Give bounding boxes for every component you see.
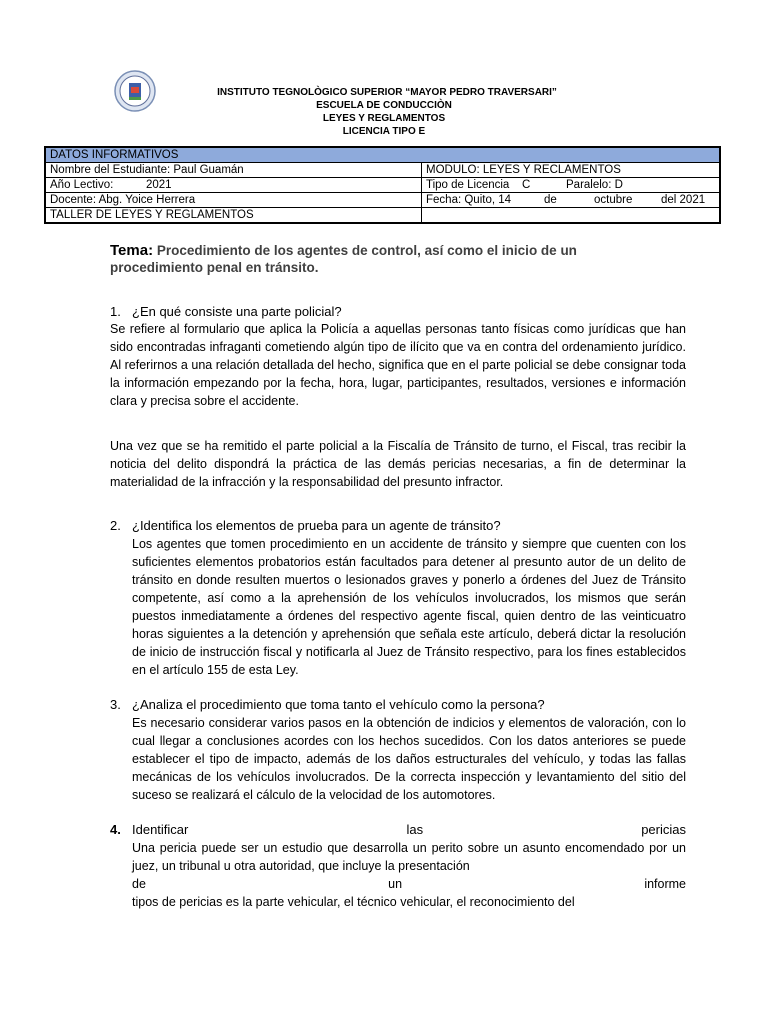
document-header bbox=[0, 86, 768, 138]
license-cell bbox=[422, 178, 721, 193]
question-4-number: 4. bbox=[110, 822, 121, 837]
tema-text: Procedimiento de los agentes de control, así como el inicio de un procedimiento penal en tránsito. bbox=[110, 243, 577, 275]
year-cell bbox=[45, 178, 422, 193]
question-4-word-2: las bbox=[406, 822, 424, 837]
answer-1-paragraph-1: Se refiere al formulario que aplica la Policía a aquellas personas tanto físicas como jurídicas que han sido encontradas infraganti cometiendo algún tipo de ilícito que va en contra del ordenamiento jurídico. Al referirnos a una relación detallada del hecho, significa que en el parte policial se debe consignar toda la información empezando por la fecha, hora, lugar, participantes, resultados, versiones e información clara y precisa sobre el accidente. bbox=[110, 322, 686, 408]
module-cell: MODULO: LEYES Y RECLAMENTOS bbox=[422, 163, 721, 178]
paralelo-value: Paralelo: D bbox=[566, 179, 623, 191]
license-value: C bbox=[522, 179, 531, 191]
question-1-text: ¿En qué consiste una parte policial? bbox=[132, 304, 342, 319]
question-4-word-1: Identificar bbox=[132, 822, 189, 837]
date-label: Fecha: Quito, 14 bbox=[426, 194, 512, 206]
license-label: Tipo de Licencia bbox=[426, 179, 510, 191]
teacher-cell: Docente: Abg. Yoice Herrera bbox=[45, 193, 422, 208]
date-de: de bbox=[544, 194, 557, 206]
answer-4-spread-line bbox=[132, 875, 686, 893]
license-type: LICENCIA TIPO E bbox=[342, 126, 426, 137]
year-label: Año Lectivo: bbox=[50, 179, 114, 191]
info-table-title: DATOS INFORMATIVOS bbox=[45, 147, 720, 163]
question-4-word-3: pericias bbox=[641, 822, 686, 837]
question-1-number: 1. bbox=[110, 304, 121, 319]
answer-4-line-1: Una pericia puede ser un estudio que desarrolla un perito sobre un asunto encomendado por un juez, un tribunal u otra autoridad, que incluye la presentación bbox=[132, 841, 686, 873]
year-value: 2021 bbox=[146, 179, 172, 191]
institute-name: INSTITUTO TEGNOLÒGICO SUPERIOR “MAYOR PEDRO TRAVERSARI” bbox=[217, 87, 557, 98]
answer-4-word-un: un bbox=[388, 877, 403, 891]
date-month: octubre bbox=[594, 194, 633, 206]
answer-3: Es necesario considerar varios pasos en la obtención de indicios y elementos de valoración, con lo cual llegar a conclusiones acordes con los hechos sucedidos. Con los datos anteriores se puede establecer el tipo de impacto, además de los daños estructurales del vehículo, y todas las fallas mecánicas de los vehículos involucrados. De la correcta inspección y levantamiento del sitio del suceso se realizará el cálculo de la velocidad de los automotores. bbox=[132, 716, 686, 802]
student-cell: Nombre del Estudiante: Paul Guamán bbox=[45, 163, 422, 178]
answer-4-word-de: de bbox=[132, 877, 146, 891]
info-table bbox=[44, 146, 721, 224]
question-3-number: 3. bbox=[110, 697, 121, 712]
empty-cell bbox=[422, 208, 721, 224]
question-2-number: 2. bbox=[110, 518, 121, 533]
answer-4-word-informe: informe bbox=[644, 877, 686, 891]
question-4 bbox=[110, 821, 686, 839]
tema-heading bbox=[110, 242, 670, 276]
question-1 bbox=[110, 303, 686, 321]
question-3 bbox=[110, 696, 686, 714]
question-2 bbox=[110, 517, 686, 535]
answer-2: Los agentes que tomen procedimiento en un accidente de tránsito y siempre que cuenten con los suficientes elementos probatorios están facultados para detener al presunto autor de un delito de tránsito en donde resulten muertos o lesionados graves y ponerlo a órdenes del Juez de Tránsito competente, así como a la aprehensión de los vehículos involucrados, los mismos que serán puestos inmediatamente a órdenes del respectivo agente fiscal, quien dentro de las veinticuatro horas siguientes a la detención y aprehensión que señala este artículo, deberá dictar la resolución de inicio de instrucción fiscal y notificarla al Juez de Tránsito respectivo, para los fines establecidos en el artículo 155 de esta Ley. bbox=[132, 537, 686, 677]
answer-4-line-2: tipos de pericias es la parte vehicular, el técnico vehicular, el reconocimiento del bbox=[132, 895, 575, 909]
workshop-cell: TALLER DE LEYES Y REGLAMENTOS bbox=[45, 208, 422, 224]
school-name: ESCUELA DE CONDUCCIÒN bbox=[316, 100, 452, 111]
subject-name: LEYES Y REGLAMENTOS bbox=[322, 113, 446, 124]
answer-1-paragraph-2: Una vez que se ha remitido el parte policial a la Fiscalía de Tránsito de turno, el Fiscal, tras recibir la noticia del delito dispondrá la práctica de las demás pericias necesarias, a fin de determinar la materialidad de la infracción y la responsabilidad del presunto infractor. bbox=[110, 439, 686, 489]
date-cell bbox=[422, 193, 721, 208]
date-year: del 2021 bbox=[661, 194, 706, 206]
tema-label: Tema: bbox=[110, 242, 154, 259]
question-2-text: ¿Identifica los elementos de prueba para un agente de tránsito? bbox=[132, 518, 501, 533]
question-3-text: ¿Analiza el procedimiento que toma tanto el vehículo como la persona? bbox=[132, 697, 545, 712]
